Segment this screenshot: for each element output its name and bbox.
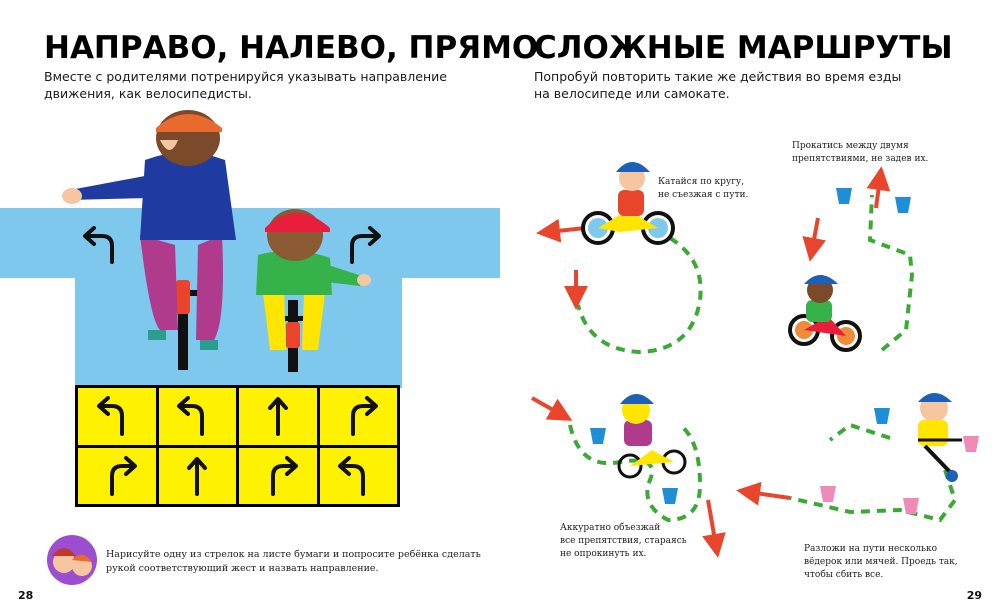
cyclist-blue-helmet-illustration xyxy=(583,162,673,243)
note-knock: Разложи на пути несколько вёдерок или мячей. Проедь так, чтобы сбить все. xyxy=(804,544,958,580)
subtitle-right: Попробуй повторить такие же действия во время езды на велосипеде или самокате. xyxy=(534,69,902,101)
bucket-icon xyxy=(874,408,890,424)
page-number-left: 28 xyxy=(18,589,34,602)
note-between: Прокатись между двумя препятствиями, не задев их. xyxy=(792,141,929,164)
slalom-route-path xyxy=(870,195,912,350)
red-arrow-icon xyxy=(748,492,790,498)
parent-note: Нарисуйте одну из стрелок на листе бумаги и попросите ребёнка сделать рукой соответствующий жест и назвать направление. xyxy=(106,549,481,574)
page-title-right: СЛОЖНЫЕ МАРШРУТЫ xyxy=(534,30,953,66)
subtitle-left: Вместе с родителями потренируйся указывать направление движения, как велосипедисты. xyxy=(44,69,447,101)
red-arrow-icon xyxy=(548,228,585,298)
scooter-rider-illustration xyxy=(918,393,962,482)
circle-route-path xyxy=(578,238,701,352)
page-title-left: НАПРАВО, НАЛЕВО, ПРЯМО xyxy=(44,30,539,66)
note-circle: Катайся по кругу, не съезжая с пути. xyxy=(658,177,749,200)
bucket-icon xyxy=(836,188,911,213)
note-around: Аккуратно объезжай все препятствия, стараясь не опрокинуть их. xyxy=(560,523,687,559)
page-number-right: 29 xyxy=(966,589,982,602)
cyclist-balance-bike-illustration xyxy=(790,275,860,350)
